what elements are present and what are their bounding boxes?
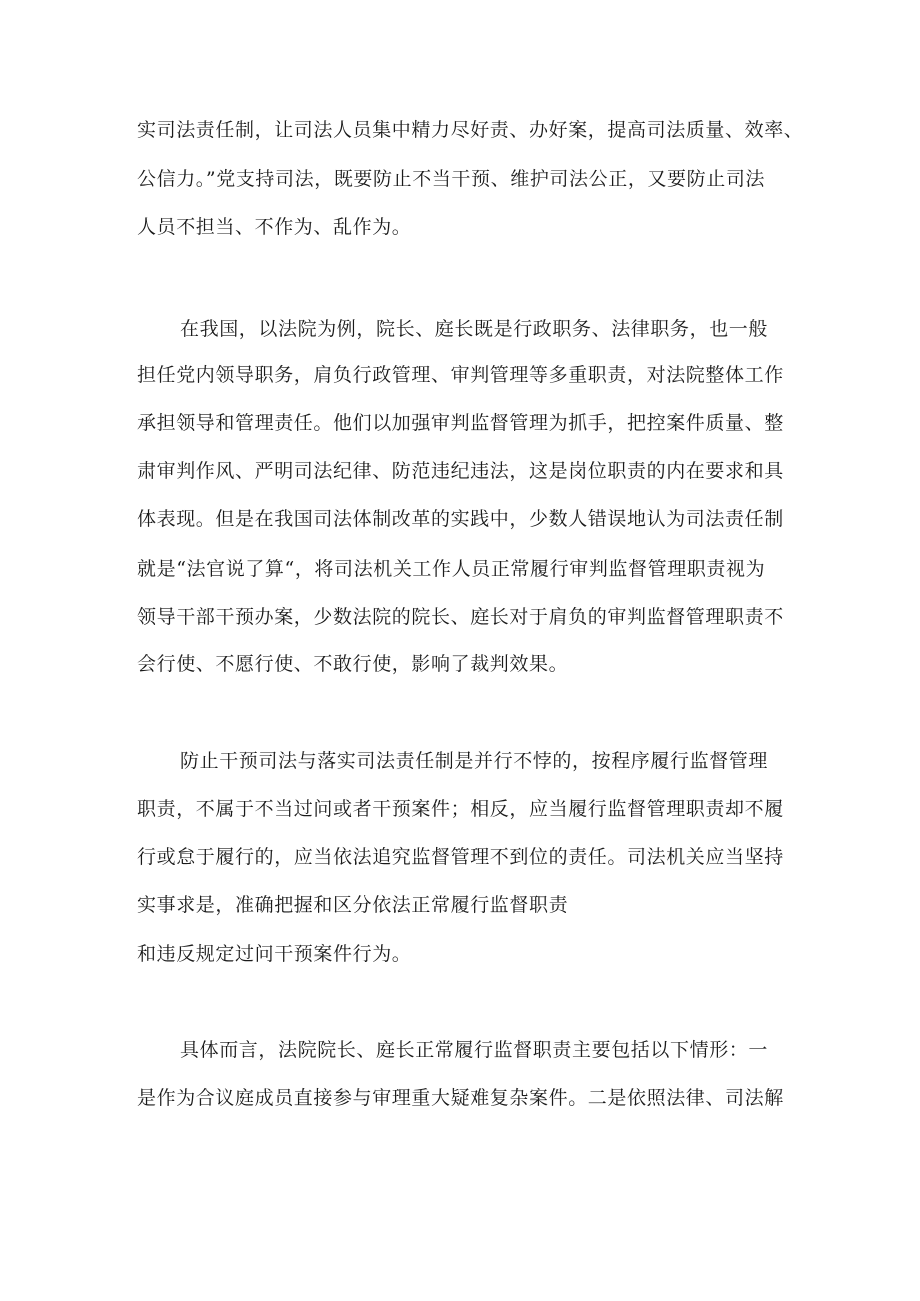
paragraph-4-line-1: 和违反规定过问干预案件行为。 — [137, 943, 412, 965]
paragraph-5-line-2: 是作为合议庭成员直接参与审理重大疑难复杂案件。二是依照法律、司法解 — [137, 1087, 784, 1109]
paragraph-5-line-1: 具体而言，法院院长、庭长正常履行监督职责主要包括以下情形：一 — [180, 1039, 769, 1061]
paragraph-2-line-8: 会行使、不愿行使、不敢行使，影响了裁判效果。 — [137, 653, 569, 675]
paragraph-3-line-1: 防止干预司法与落实司法责任制是并行不悖的，按程序履行监督管理 — [180, 750, 769, 772]
paragraph-2-line-2: 担任党内领导职务，肩负行政管理、审判管理等多重职责，对法院整体工作 — [137, 364, 784, 386]
paragraph-2-line-6: 就是“法官说了算“，将司法机关工作人员正常履行审判监督管理职责视为 — [137, 558, 766, 580]
paragraph-3-line-3: 行或怠于履行的，应当依法追究监督管理不到位的责任。司法机关应当坚持 — [137, 846, 784, 868]
paragraph-2-line-7: 领导干部干预办案，少数法院的院长、庭长对于肩负的审判监督管理职责不 — [137, 606, 784, 628]
paragraph-2-line-1: 在我国，以法院为例，院长、庭长既是行政职务、法律职务，也一般 — [180, 318, 769, 340]
paragraph-3-line-4: 实事求是，准确把握和区分依法正常履行监督职责 — [137, 894, 569, 916]
paragraph-2-line-5: 体表现。但是在我国司法体制改革的实践中，少数人错误地认为司法责任制 — [137, 508, 784, 530]
paragraph-3-line-2: 职责，不属于不当过问或者干预案件；相反，应当履行监督管理职责却不履 — [137, 798, 784, 820]
paragraph-2-line-3: 承担领导和管理责任。他们以加强审判监督管理为抓手，把控案件质量、整 — [137, 412, 784, 434]
paragraph-1-line-3: 人员不担当、不作为、乱作为。 — [137, 216, 412, 238]
paragraph-1-line-1: 实司法责任制，让司法人员集中精力尽好责、办好案，提高司法质量、效率、 — [137, 119, 804, 141]
paragraph-2-line-4: 肃审判作风、严明司法纪律、防范违纪违法，这是岗位职责的内在要求和具 — [137, 460, 784, 482]
paragraph-1-line-2: 公信力。”党支持司法，既要防止不当干预、维护司法公正，又要防止司法 — [137, 168, 766, 190]
